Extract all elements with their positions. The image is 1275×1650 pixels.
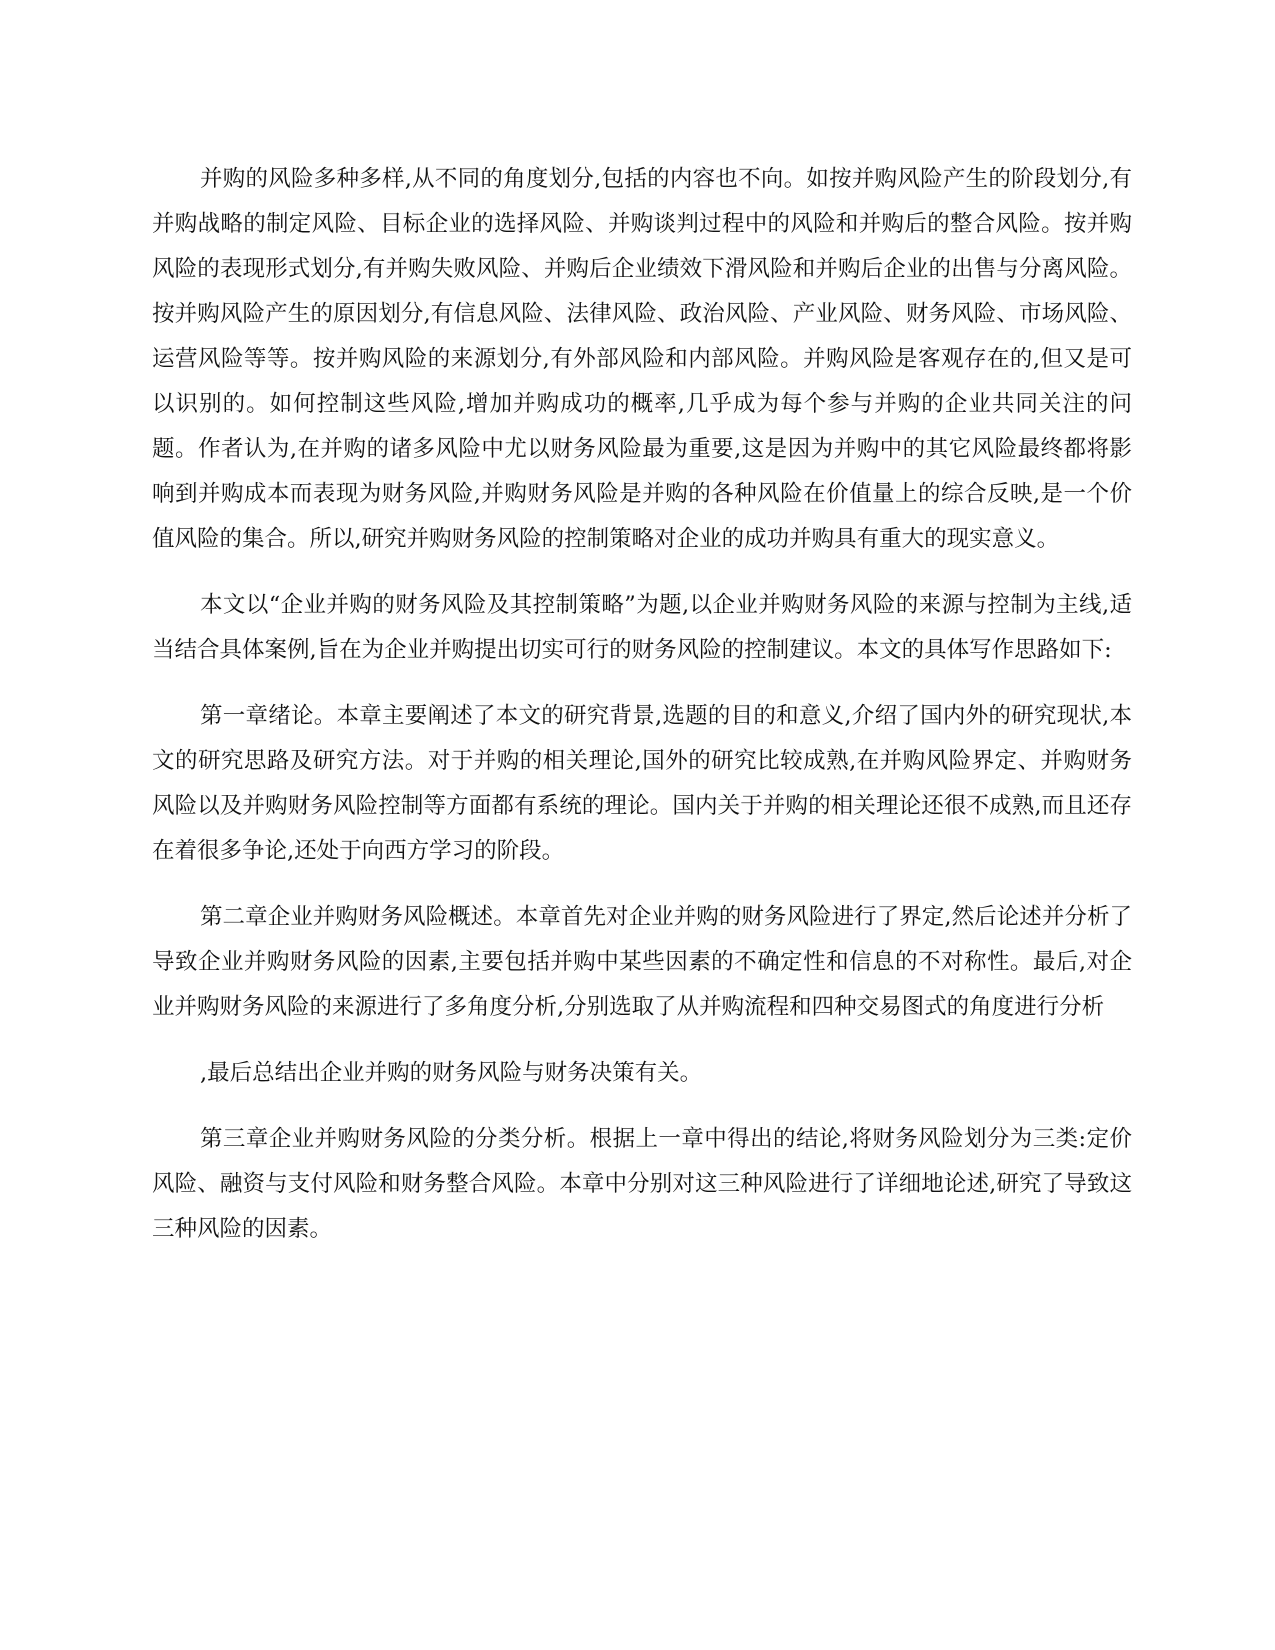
paragraph-chapter-three: 第三章企业并购财务风险的分类分析。根据上一章中得出的结论,将财务风险划分为三类:定价风险、融资与支付风险和财务整合风险。本章中分别对这三种风险进行了详细地论述,研究了导致这三种风险的因素。 <box>152 1126 1132 1242</box>
paragraph-chapter-one: 第一章绪论。本章主要阐述了本文的研究背景,选题的目的和意义,介绍了国内外的研究现状,本文的研究思路及研究方法。对于并购的相关理论,国外的研究比较成熟,在并购风险界定、并购财务风险以及并购财务风险控制等方面都有系统的理论。国内关于并购的相关理论还很不成熟,而且还存在着很多争论,还处于向西方学习的阶段。 <box>152 703 1132 864</box>
paragraph-risk-classification: 并购的风险多种多样,从不同的角度划分,包括的内容也不向。如按并购风险产生的阶段划分,有并购战略的制定风险、目标企业的选择风险、并购谈判过程中的风险和并购后的整合风险。按并购风险的表现形式划分,有并购失败风险、并购后企业绩效下滑风险和并购后企业的出售与分离风险。按并购风险产生的原因划分,有信息风险、法律风险、政治风险、产业风险、财务风险、市场风险、运营风险等等。按并购风险的来源划分,有外部风险和内部风险。并购风险是客观存在的,但又是可以识别的。如何控制这些风险,增加并购成功的概率,几乎成为每个参与并购的企业共同关注的问题。作者认为,在并购的诸多风险中尤以财务风险最为重要,这是因为并购中的其它风险最终都将影响到并购成本而表现为财务风险,并购财务风险是并购的各种风险在价值量上的综合反映,是一个价值风险的集合。所以,研究并购财务风险的控制策略对企业的成功并购具有重大的现实意义。 <box>152 166 1132 552</box>
paragraph-thesis-outline: 本文以“企业并购的财务风险及其控制策略”为题,以企业并购财务风险的来源与控制为主线,适当结合具体案例,旨在为企业并购提出切实可行的财务风险的控制建议。本文的具体写作思路如下: <box>152 592 1132 663</box>
paragraph-chapter-two-conclusion: ,最后总结出企业并购的财务风险与财务决策有关。 <box>200 1060 703 1086</box>
paragraph-chapter-two: 第二章企业并购财务风险概述。本章首先对企业并购的财务风险进行了界定,然后论述并分析了导致企业并购财务风险的因素,主要包括并购中某些因素的不确定性和信息的不对称性。最后,对企业并购财务风险的来源进行了多角度分析,分别选取了从并购流程和四种交易图式的角度进行分析 <box>152 904 1132 1020</box>
body-text <box>152 157 1132 1273</box>
